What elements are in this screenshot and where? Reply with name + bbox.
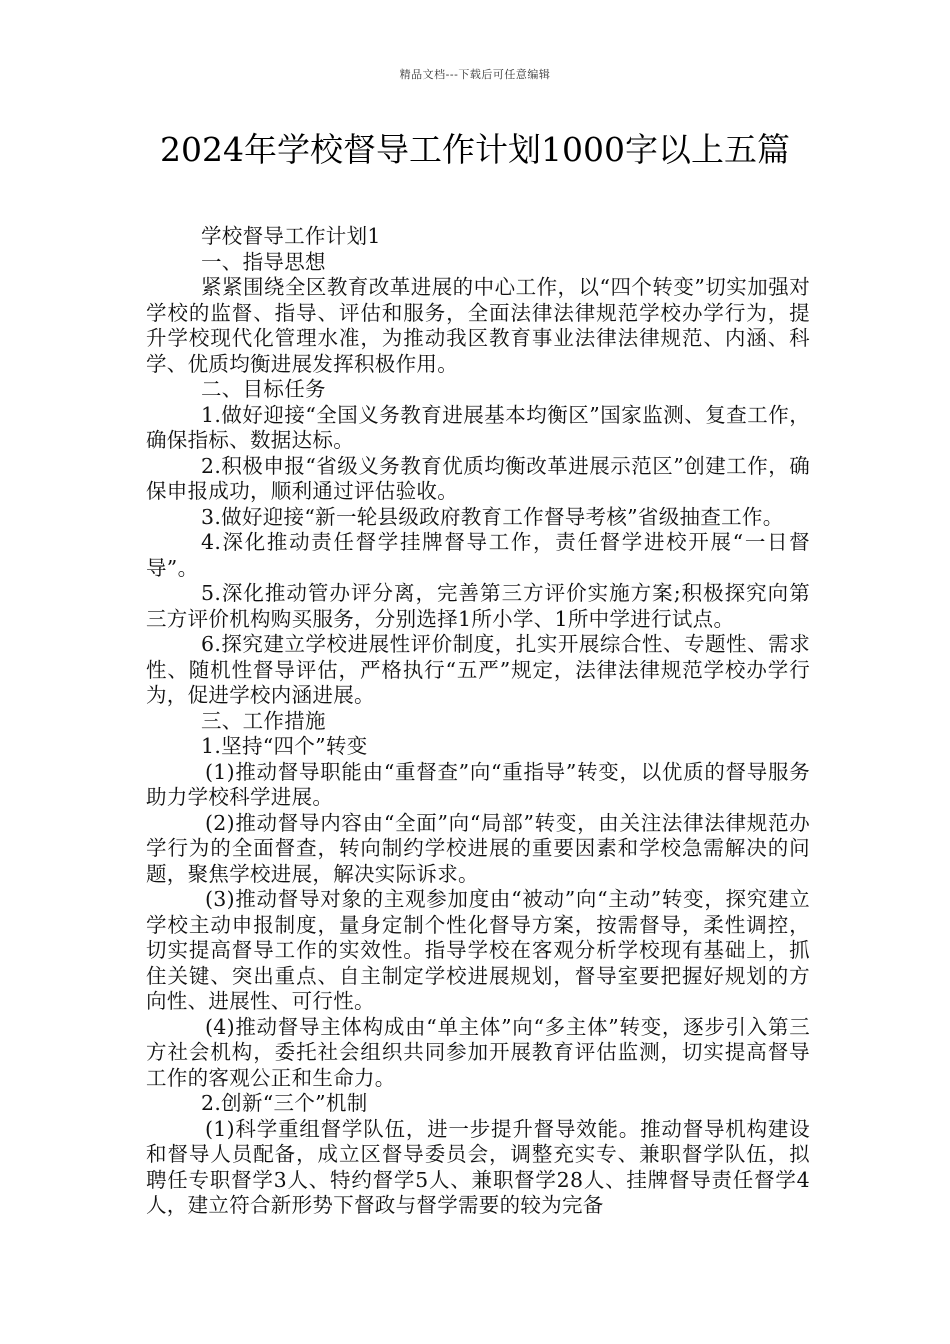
header-note: 精品文档---下载后可任意编辑 xyxy=(399,68,551,81)
section-heading-measures: 三、工作措施 xyxy=(201,708,326,733)
goal-item-5: 5.深化推动管办评分离，完善第三方评价实施方案;积极探究向第三方评价机构购买服务，分别选择1所小学、1所中学进行试点。 xyxy=(146,581,810,631)
goal-item-3: 3.做好迎接“新一轮县级政府教育工作督导考核”省级抽查工作。 xyxy=(201,504,784,529)
measure-heading-2: 2.创新“三个”机制 xyxy=(201,1091,368,1115)
measure-item-1-1: (1)推动督导职能由“重督查”向“重指导”转变，以优质的督导服务助力学校科学进展。 xyxy=(146,759,810,809)
section-heading-guiding-thought: 一、指导思想 xyxy=(201,249,326,274)
measure-item-2-1: (1)科学重组督学队伍，进一步提升督导效能。推动督导机构建设和督导人员配备，成立区督导委员会，调整充实专、兼职督学队伍，拟聘任专职督学3人、特约督学5人、兼职督学28人、挂牌督导责任督学4人，建立符合新形势下督政与督学需要的较为完备 xyxy=(146,1116,810,1217)
paragraph-guiding-thought: 紧紧围绕全区教育改革进展的中心工作，以“四个转变”切实加强对学校的监督、指导、评估和服务，全面法律法律规范学校办学行为，提升学校现代化管理水准，为推动我区教育事业法律法律规范、内涵、科学、优质均衡进展发挥积极作用。 xyxy=(146,275,810,376)
goal-item-2: 2.积极申报“省级义务教育优质均衡改革进展示范区”创建工作，确保申报成功，顺利通过评估验收。 xyxy=(146,453,810,503)
goal-item-4: 4.深化推动责任督学挂牌督导工作，责任督学进校开展“一日督导”。 xyxy=(146,530,810,580)
section-heading-plan: 学校督导工作计划1 xyxy=(201,224,381,248)
document-title: 2024年学校督导工作计划1000字以上五篇 xyxy=(160,130,790,169)
measure-item-1-3: (3)推动督导对象的主观参加度由“被动”向“主动”转变，探究建立学校主动申报制度，量身定制个性化督导方案，按需督导，柔性调控，切实提高督导工作的实效性。指导学校在客观分析学校现有基础上，抓住关键、突出重点、自主制定学校进展规划，督导室要把握好规划的方向性、进展性、可行性。 xyxy=(146,887,810,1013)
section-heading-goals: 二、目标任务 xyxy=(201,377,326,401)
goal-item-1: 1.做好迎接“全国义务教育进展基本均衡区”国家监测、复查工作，确保指标、数据达标。 xyxy=(146,402,810,452)
goal-item-6: 6.探究建立学校进展性评价制度，扎实开展综合性、专题性、需求性、随机性督导评估，严格执行“五严”规定，法律法律规范学校办学行为，促进学校内涵进展。 xyxy=(146,632,810,707)
measure-item-1-4: (4)推动督导主体构成由“单主体”向“多主体”转变，逐步引入第三方社会机构，委托社会组织共同参加开展教育评估监测，切实提高督导工作的客观公正和生命力。 xyxy=(146,1014,810,1090)
document-body xyxy=(146,224,810,1219)
measure-item-1-2: (2)推动督导内容由“全面”向“局部”转变，由关注法律法律规范办学行为的全面督查，转向制约学校进展的重要因素和学校急需解决的问题，聚焦学校进展，解决实际诉求。 xyxy=(146,810,810,886)
measure-heading-1: 1.坚持“四个”转变 xyxy=(201,734,368,758)
